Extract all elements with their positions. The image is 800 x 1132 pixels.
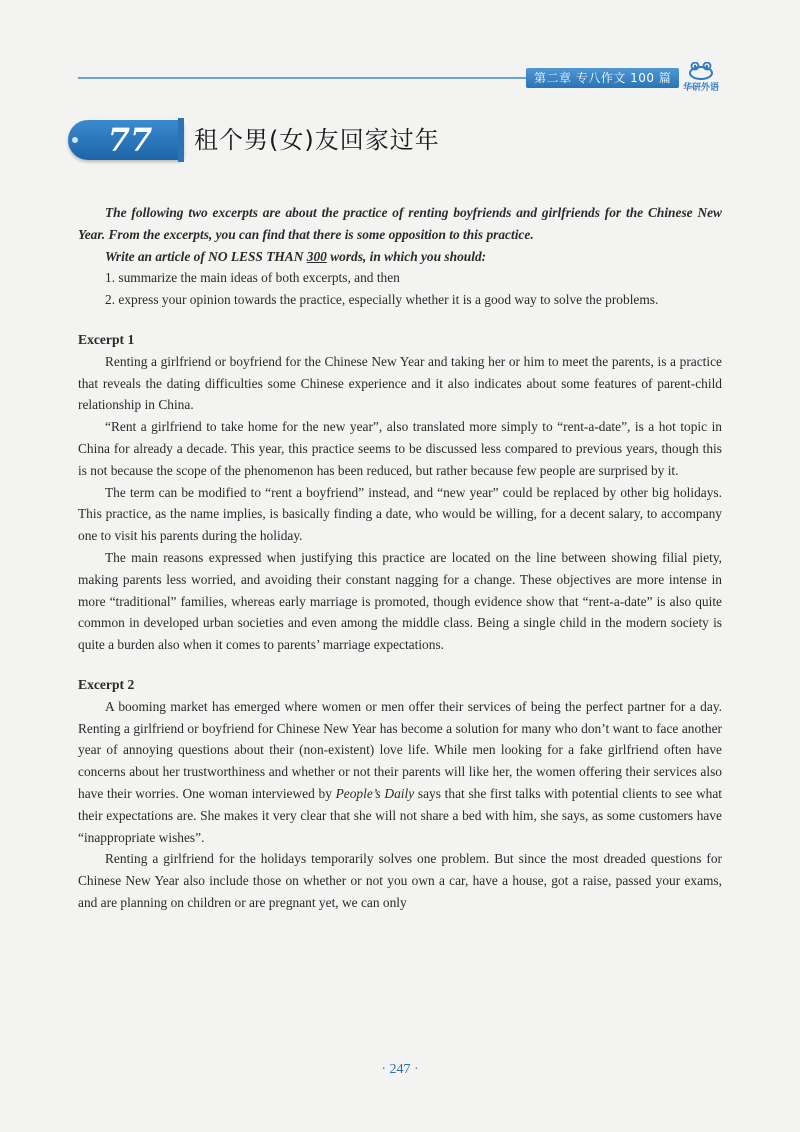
excerpt-1-paragraph: The main reasons expressed when justifying this practice are located on the line between showing filial piety, making parents less worried, and avoiding their constant nagging for a change. These objectives are more intense in more “traditional” families, whereas early marriage is promoted, though evidence show that “rent-a-date” is also quite common in developed urban societies and even among the middle class. Being a single child in the modern society is quite a burden also when it comes to parents’ marriage expectations. xyxy=(78,549,722,653)
excerpt-2-text: A booming market has emerged where women or men offer their services of being the perfect partner for a day. Renting a girlfriend or boyfriend for Chinese New Year has become a solution for many who don’t want to face another year of annoying questions about their (non-existent) love life. While men looking for a fake girlfriend often have concerns about her trustworthiness and whether or not their parents will like her, the women offering their services also have their worries. One woman interviewed by xyxy=(78,698,722,801)
excerpt-1-paragraph: The term can be modified to “rent a boyfriend” instead, and “new year” could be replaced by other big holidays. This practice, as the name implies, is basically finding a date, who would be willing, for a decent salary, to accompany one to visit his parents during the holiday. xyxy=(78,484,722,544)
task-text-pre: Write an article of NO LESS THAN xyxy=(105,248,307,264)
page-number: · 247 · xyxy=(381,1062,419,1077)
essay-number-badge xyxy=(68,120,184,160)
excerpt-2-paragraph xyxy=(78,696,722,849)
frog-logo-icon xyxy=(688,62,714,80)
task-word-count: 300 xyxy=(306,248,327,264)
excerpt-1-paragraph: Renting a girlfriend or boyfriend for the Chinese New Year and taking her or him to meet the parents, is a practice that reveals the dating difficulties some Chinese experience and it also indicates about some features of parent-child relationship in China. xyxy=(78,353,722,413)
header-rule xyxy=(78,77,526,79)
publisher-logo xyxy=(674,62,728,96)
logo-text: 华研外语 xyxy=(682,83,719,93)
title-block xyxy=(68,118,768,164)
instructions-item-1: 1. summarize the main ideas of both excerpts, and then xyxy=(105,270,400,286)
page-header xyxy=(0,64,800,94)
excerpt-1-paragraph: “Rent a girlfriend to take home for the new year”, also translated more simply to “rent-a-date”, is a hot topic in China for already a decade. This year, this practice seems to be discussed less compared to previous years, though this is not because the scope of the phenomenon has been reduced, but rather because few people are surprised by it. xyxy=(78,419,722,478)
bullet-dot-icon xyxy=(72,137,78,143)
excerpt-2-heading: Excerpt 2 xyxy=(78,676,135,692)
instructions-task xyxy=(78,246,722,268)
essay-number: 77 xyxy=(107,121,153,159)
instructions-item-2: 2. express your opinion towards the practice, especially whether it is a good way to solve the problems. xyxy=(105,292,659,308)
excerpt-2-text: says that she first talks with potential clients to see what their expectations are. She makes it very clear that she will not share a bed with him, she says, as some customers have “inappropriate wishes”. xyxy=(78,785,722,845)
publication-name: People’s Daily xyxy=(335,785,415,801)
main-content xyxy=(78,202,722,914)
page-title: 租个男(女)友回家过年 xyxy=(194,126,440,154)
excerpt-2-paragraph: Renting a girlfriend for the holidays temporarily solves one problem. But since the most dreaded questions for Chinese New Year also include those on whether or not you own a car, have a house, got a raise, passed your exams, and are planning on children or are pregnant yet, we can only xyxy=(78,851,722,910)
instructions-intro: The following two excerpts are about the practice of renting boyfriends and girlfriends for the Chinese New Year. From the excerpts, you can find that there is some opposition to this practice. xyxy=(78,205,722,242)
excerpt-1-heading: Excerpt 1 xyxy=(78,331,135,347)
title-divider xyxy=(178,118,184,162)
task-text-post: words, in which you should: xyxy=(326,248,487,264)
chapter-badge: 第二章 专八作文 100 篇 xyxy=(526,68,679,88)
